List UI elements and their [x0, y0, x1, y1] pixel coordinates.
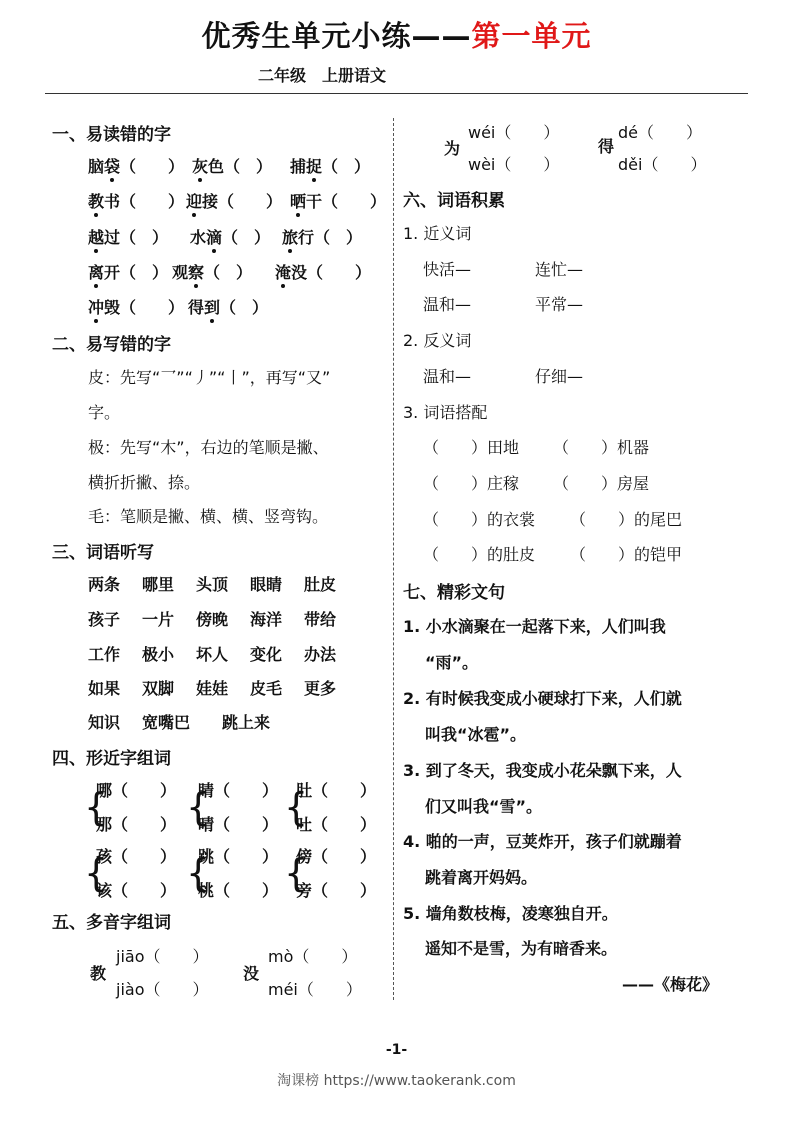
s7-line: “雨”。 [425, 653, 479, 672]
s7-line: 遥知不是雪，为有暗香来。 [425, 939, 618, 958]
s3-row: 工作 极小 坏人 变化 办法 [88, 645, 337, 664]
s2-paragraph-3: 毛：笔顺是撇、横、横、竖弯钩。 [88, 507, 329, 526]
s5-char: 教 [90, 964, 107, 983]
s2-paragraph-2-cont: 横折折撇、捺。 [88, 473, 201, 492]
s1-item: 离开（ ） [88, 263, 169, 282]
s2-paragraph-1: 皮：先写“乛”“丿”“丨”，再写“又” [88, 368, 331, 387]
page-subtitle: 二年级 上册语文 [258, 66, 387, 85]
s6-pair-item: （ ）庄稼 [423, 474, 520, 493]
s2-paragraph-1-cont: 字。 [88, 403, 121, 422]
s6-near-item: 连忙— [535, 260, 584, 279]
s2-paragraph-2: 极：先写“木”，右边的笔顺是撇、 [88, 438, 329, 457]
s6-anti-item: 温和— [423, 367, 472, 386]
s7-line: 3. 到了冬天，我变成小花朵飘下来，人 [403, 761, 682, 780]
s6-near-item: 温和— [423, 295, 472, 314]
s6-near-item: 快活— [423, 260, 472, 279]
page-number: -1- [385, 1042, 408, 1058]
s6-near-item: 平常— [535, 295, 584, 314]
s6-pair-item: （ ）的尾巴 [570, 510, 683, 529]
s5-char: 没 [243, 964, 260, 983]
page-title [0, 14, 793, 55]
s7-line: 跳着离开妈妈。 [425, 868, 538, 887]
s6-pair-item: （ ）的衣裳 [423, 510, 536, 529]
s5-char: 得 [598, 137, 615, 156]
column-divider [393, 118, 394, 1000]
s1-item: 旅行（ ） [282, 228, 363, 247]
s1-item: 迎接（ ） [186, 192, 283, 211]
s6-pair-item: （ ）机器 [553, 438, 650, 457]
s6-sub-pair: 3. 词语搭配 [403, 403, 488, 422]
s5-pinyin: dé（ ） [618, 123, 703, 142]
s7-line: 2. 有时候我变成小硬球打下来，人们就 [403, 689, 682, 708]
s6-sub-anti: 2. 反义词 [403, 331, 472, 350]
section-6-title: 六、词语积累 [403, 191, 505, 211]
title-main: 优秀生单元小练—— [201, 19, 472, 53]
s7-line: 4. 啪的一声，豆荚炸开，孩子们就蹦着 [403, 832, 682, 851]
s7-line: 1. 小水滴聚在一起落下来，人们叫我 [403, 617, 666, 636]
section-3-title: 三、词语听写 [52, 543, 154, 563]
section-1-title: 一、易读错的字 [52, 125, 171, 145]
s1-item: 越过（ ） [88, 228, 169, 247]
section-2-title: 二、易写错的字 [52, 335, 171, 355]
s6-pair-item: （ ）房屋 [553, 474, 650, 493]
s7-line: 叫我“冰雹”。 [425, 725, 527, 744]
s1-item: 捕捉（ ） [290, 157, 371, 176]
s1-item: 晒干（ ） [290, 192, 387, 211]
section-7-title: 七、精彩文句 [403, 583, 505, 603]
s5-pinyin: jiào（ ） [116, 980, 209, 999]
s6-sub-near: 1. 近义词 [403, 224, 472, 243]
s1-item: 得到（ ） [188, 298, 269, 317]
s5-char: 为 [444, 139, 461, 158]
s3-row: 孩子 一片 傍晚 海洋 带给 [88, 610, 337, 629]
s1-item: 水滴（ ） [190, 228, 271, 247]
s6-pair-item: （ ）的铠甲 [570, 545, 683, 564]
section-5-title: 五、多音字组词 [52, 913, 171, 933]
s6-anti-item: 仔细— [535, 367, 584, 386]
header-divider [45, 93, 748, 94]
s7-line: 5. 墙角数枝梅，凌寒独自开。 [403, 904, 618, 923]
s1-item: 脑袋（ ） [88, 157, 185, 176]
s5-pinyin: wéi（ ） [468, 123, 560, 142]
s5-pinyin: mò（ ） [268, 947, 358, 966]
s5-pinyin: jiāo（ ） [116, 947, 209, 966]
s1-item: 淹没（ ） [275, 263, 372, 282]
title-unit: 第一单元 [471, 19, 592, 53]
s5-pinyin: méi（ ） [268, 980, 362, 999]
s5-pinyin: děi（ ） [618, 155, 707, 174]
s1-blank: （ ） [120, 157, 185, 176]
s1-item: 观察（ ） [172, 263, 253, 282]
s7-line: 们又叫我“雪”。 [425, 797, 543, 816]
s1-item: 灰色（ ） [192, 157, 273, 176]
s7-poem-source: ——《梅花》 [622, 975, 719, 994]
s1-item: 冲毁（ ） [88, 298, 185, 317]
section-4-title: 四、形近字组词 [52, 749, 171, 769]
s1-item: 教书（ ） [88, 192, 185, 211]
s3-row: 如果 双脚 娃娃 皮毛 更多 [88, 679, 337, 698]
s6-pair-item: （ ）田地 [423, 438, 520, 457]
s3-row: 两条 哪里 头顶 眼睛 肚皮 [88, 575, 337, 594]
site-watermark: 淘课榜 https://www.taokerank.com [277, 1073, 516, 1089]
s5-pinyin: wèi（ ） [468, 155, 560, 174]
s6-pair-item: （ ）的肚皮 [423, 545, 536, 564]
s3-row: 知识 宽嘴巴 跳上来 [88, 713, 271, 732]
